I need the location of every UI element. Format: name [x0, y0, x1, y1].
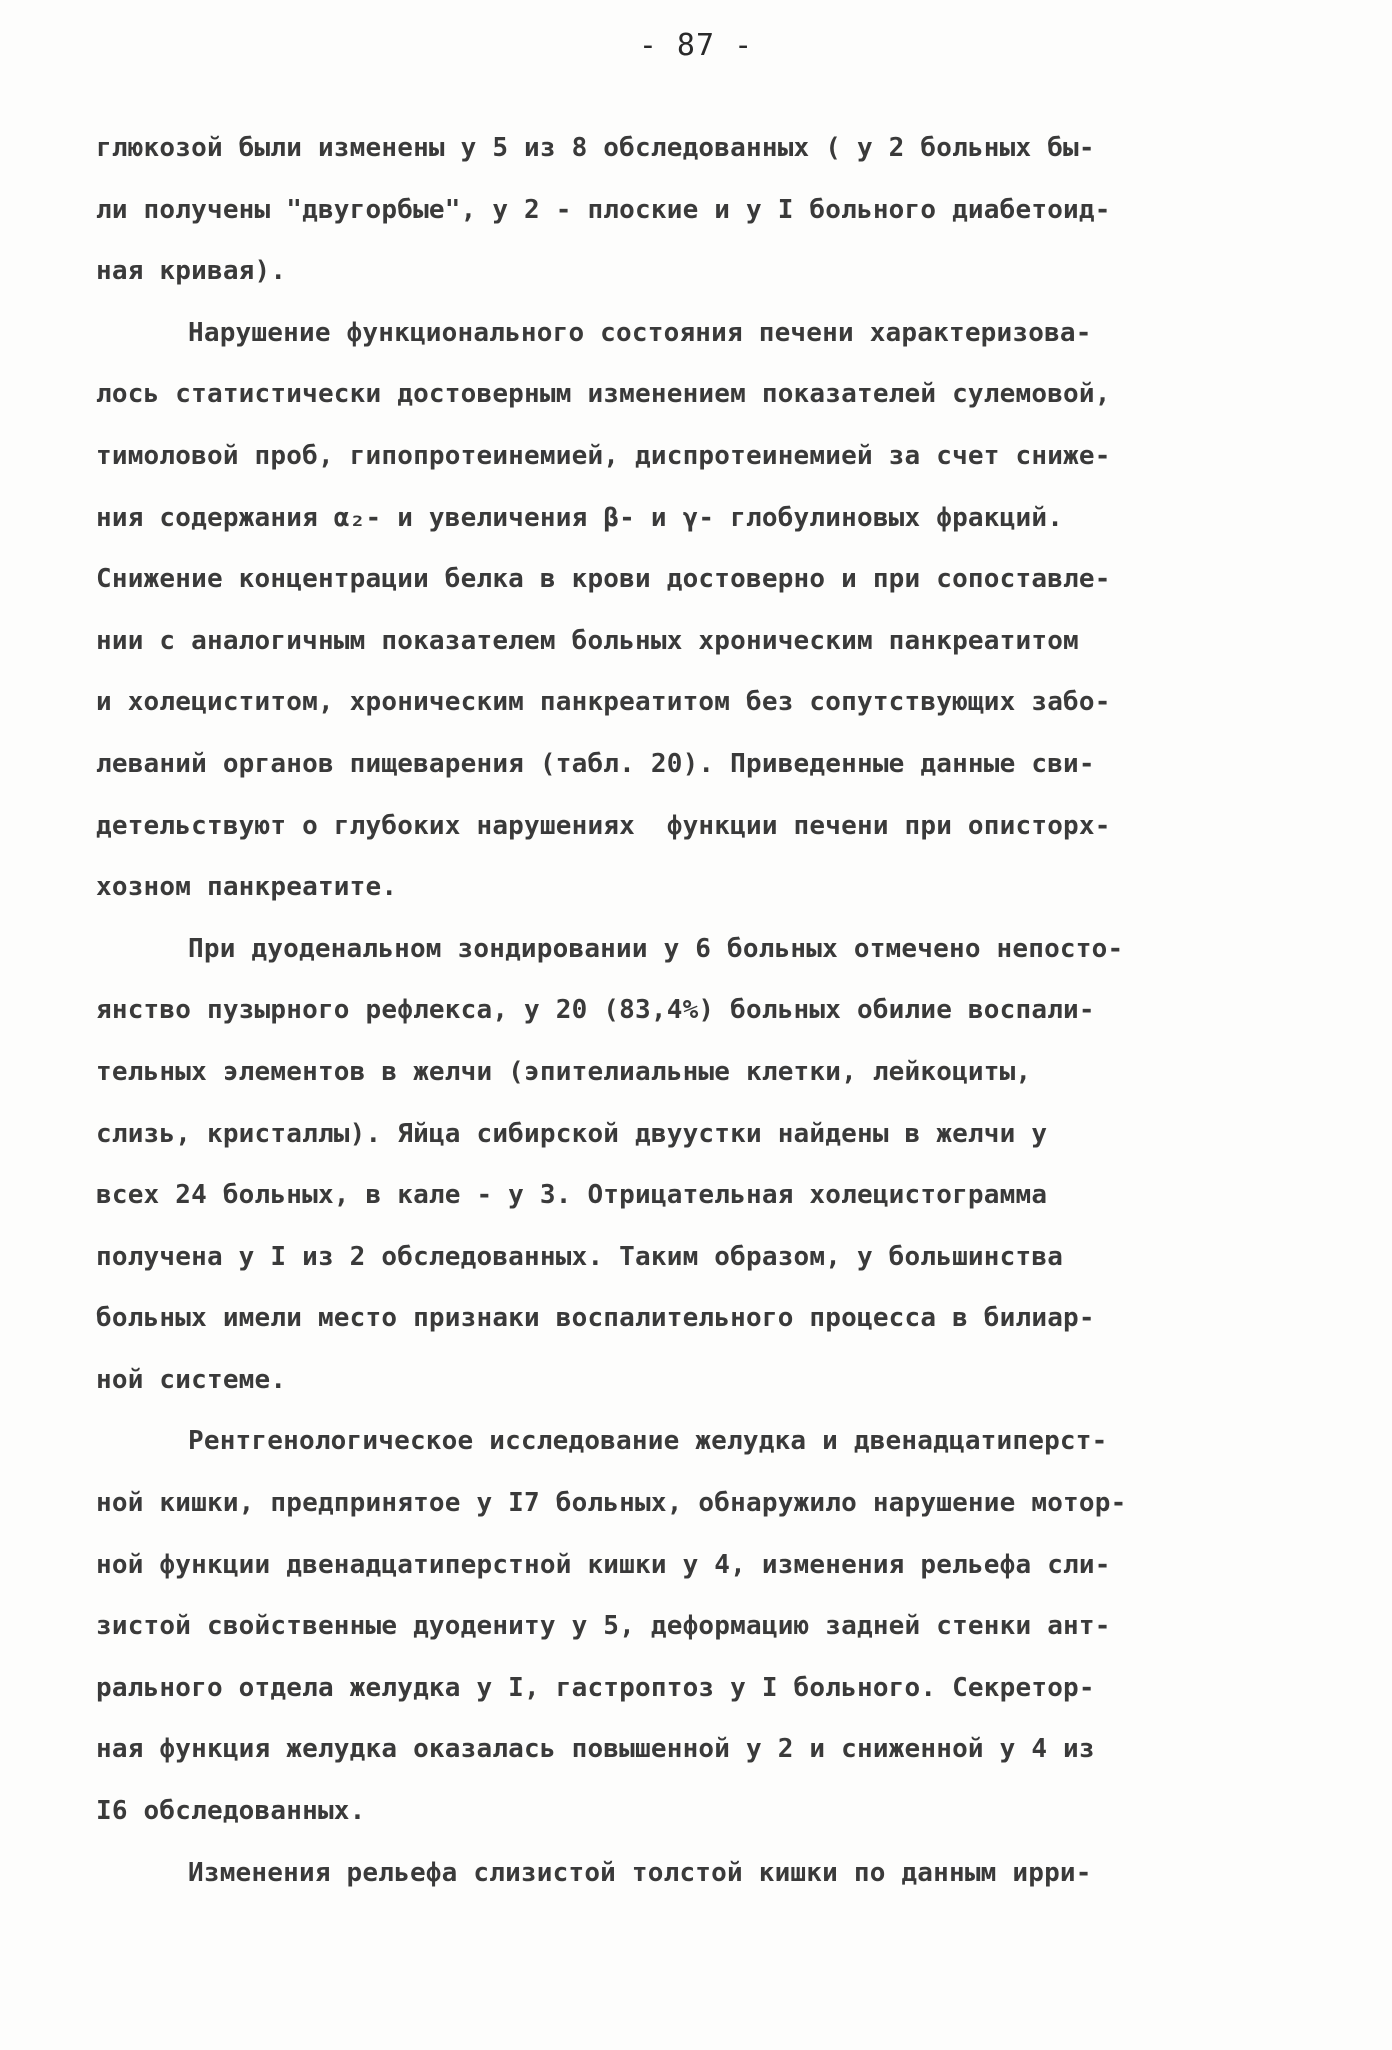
text-line: всех 24 больных, в кале - у 3. Отрицательная холецистограмма: [96, 1180, 1048, 1211]
text-line: больных имели место признаки воспалительного процесса в билиар-: [96, 1303, 1095, 1334]
text-line: детельствуют о глубоких нарушениях функции печени при описторх-: [96, 810, 1111, 841]
text-line: Изменения рельефа слизистой толстой кишки по данным ирри-: [188, 1857, 1092, 1888]
text-line: ной системе.: [96, 1364, 287, 1395]
text-line: ли получены "двугорбые", у 2 - плоские и у I больного диабетоид-: [96, 194, 1111, 225]
text-line: получена у I из 2 обследованных. Таким образом, у большинства: [96, 1241, 1064, 1272]
text-line: янство пузырного рефлекса, у 20 (83,4%) больных обилие воспали-: [96, 995, 1095, 1026]
text-line: зистой свойственные дуодениту у 5, деформацию задней стенки ант-: [96, 1611, 1111, 1642]
text-line: хозном панкреатите.: [96, 872, 398, 903]
text-line: ной кишки, предпринятое у I7 больных, обнаружило нарушение мотор-: [96, 1488, 1127, 1519]
text-line: слизь, кристаллы). Яйца сибирской двуустки найдены в желчи у: [96, 1118, 1048, 1149]
text-line: глюкозой были изменены у 5 из 8 обследованных ( у 2 больных бы-: [96, 133, 1095, 163]
text-line: При дуоденальном зондировании у 6 больных отмечено непосто-: [188, 933, 1124, 964]
text-line: и холециститом, хроническим панкреатитом без сопутствующих забо-: [96, 687, 1111, 718]
text-line: ния содержания α₂- и увеличения β- и γ- глобулиновых фракций.: [96, 502, 1064, 533]
text-line: рального отдела желудка у I, гастроптоз у I больного. Секретор-: [96, 1672, 1095, 1703]
text-line: леваний органов пищеварения (табл. 20). Приведенные данные сви-: [96, 748, 1095, 779]
text-line: лось статистически достоверным изменением показателей сулемовой,: [96, 379, 1111, 410]
text-line: тимоловой проб, гипопротеинемией, диспротеинемией за счет сниже-: [96, 440, 1111, 471]
text-line: тельных элементов в желчи (эпителиальные клетки, лейкоциты,: [96, 1056, 1032, 1087]
body-text: [96, 118, 1306, 1904]
text-line: нии с аналогичным показателем больных хроническим панкреатитом: [96, 625, 1079, 656]
text-line: ной функции двенадцатиперстной кишки у 4, изменения рельефа сли-: [96, 1549, 1111, 1580]
text-line: ная функция желудка оказалась повышенной у 2 и сниженной у 4 из: [96, 1734, 1095, 1765]
text-line: Снижение концентрации белка в крови достоверно и при сопоставле-: [96, 564, 1111, 595]
text-line: I6 обследованных.: [96, 1796, 366, 1827]
text-line: ная кривая).: [96, 256, 287, 287]
text-line: Нарушение функционального состояния печени характеризова-: [188, 317, 1092, 348]
text-line: Рентгенологическое исследование желудка и двенадцатиперст-: [188, 1426, 1108, 1457]
page-number: - 87 -: [638, 28, 754, 63]
